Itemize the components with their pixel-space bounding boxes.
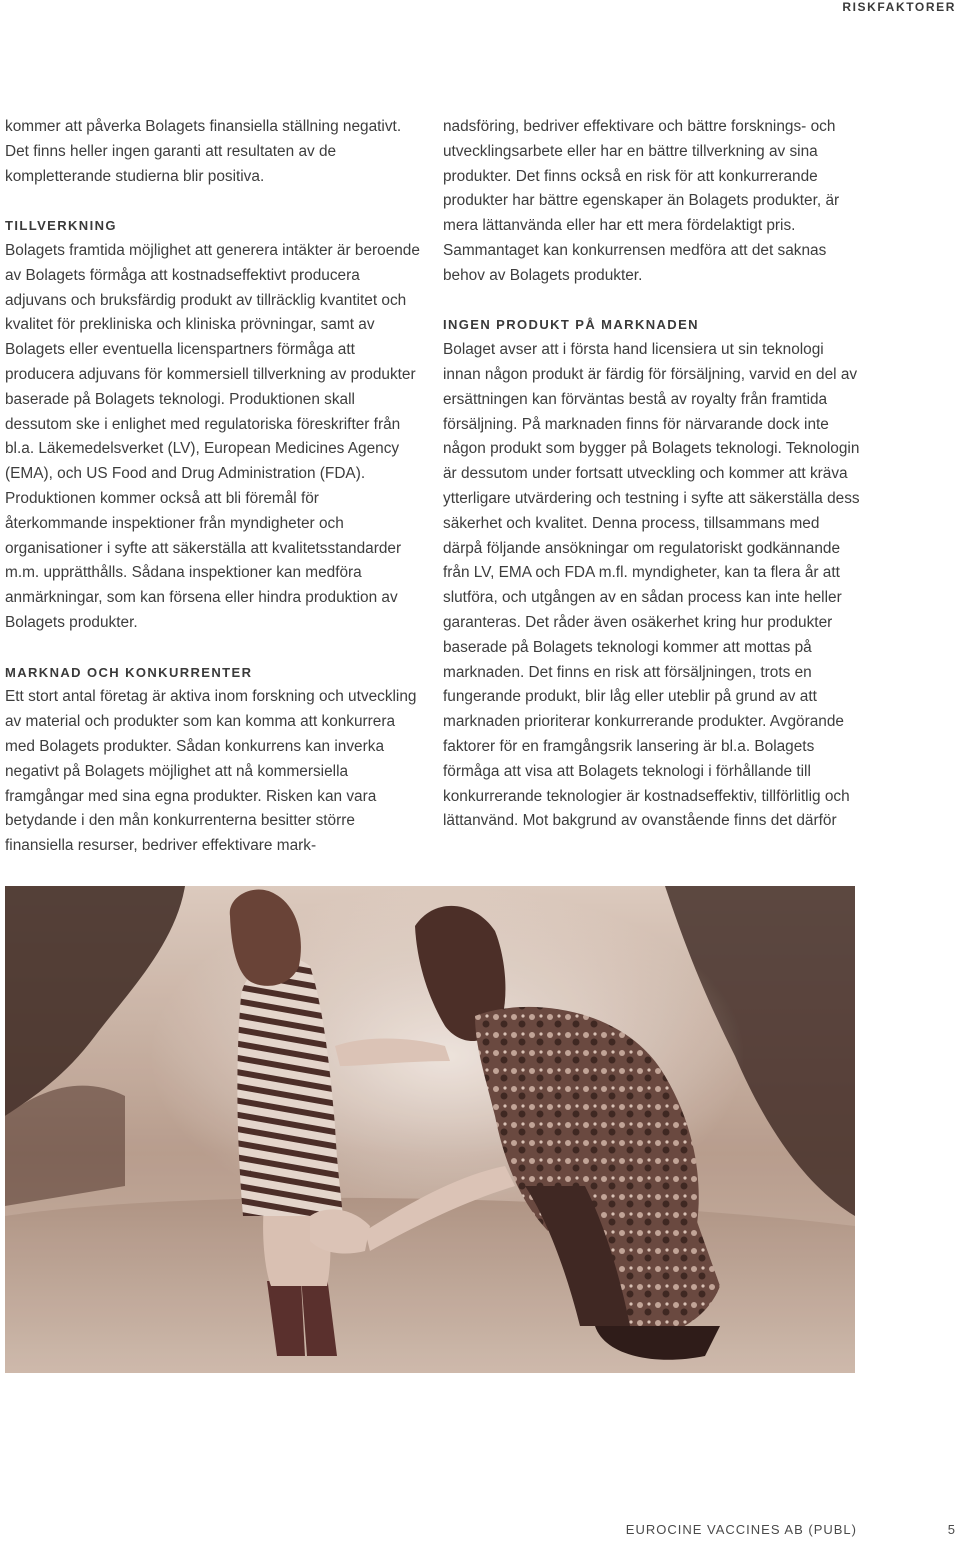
paragraph-ingen-produkt: Bolaget avser att i första hand licensiera ut sin teknologi innan någon produkt är färdig för försäljning, varvid en del av ersättningen kan förväntas bestå av royalty från framtida försäljning. På marknaden finns för närvarande dock inte någon produkt som bygger på Bolagets teknologi. Teknologin är dessutom under fortsatt utveckling och kommer att kräva ytterligare utvärdering och testning i syfte att säkerställa dess säkerhet och kvalitet. Denna process, tillsammans med därpå följande ansökningar om regulatoriskt godkännande från LV, EMA och FDA m.fl. myndigheter, kan ta flera år att slutföra, och utgången av en sådan process kan inte heller garanteras. Det råder även osäkerhet kring hur produkter baserade på Bolagets teknologi kommer att mottas på marknaden. Det finns en risk att försäljningen, trots en fungerande produkt, blir låg eller uteblir på grund av att marknaden prioriterar konkurrerande produkter. Avgörande faktorer för en framgångsrik lansering är bl.a. Bolagets förmåga att visa att Bolagets teknologi i förhållande till konkurrerande teknologier är kostnadseffektiv, tillförlitlig och lättanvänd. Mot bakgrund av ovanstående finns det därför bbox=[443, 341, 860, 830]
intro-paragraph: kommer att påverka Bolagets finansiella ställning negativt. Det finns heller ingen garanti att resultaten av de kompletterande studierna blir positiva. bbox=[5, 118, 402, 185]
heading-tillverkning: TILLVERKNING bbox=[5, 218, 117, 234]
right-column bbox=[443, 115, 861, 834]
heading-ingen-produkt: INGEN PRODUKT PÅ MARKNADEN bbox=[443, 317, 699, 333]
heading-marknad: MARKNAD OCH KONKURRENTER bbox=[5, 664, 253, 680]
footer-company: EUROCINE VACCINES AB (PUBL) bbox=[625, 1522, 857, 1537]
photo-illustration bbox=[5, 886, 855, 1373]
running-head: RISKFAKTORER bbox=[842, 0, 956, 14]
page-number: 5 bbox=[947, 1522, 956, 1537]
paragraph-tillverkning: Bolagets framtida möjlighet att generera intäkter är beroende av Bolagets förmåga att kostnadseffektivt producera adjuvans och bruksfärdig produkt av tillräcklig kvantitet och kvalitet för prekliniska och kliniska prövningar, samt av Bolagets eller eventuella licenspartners förmåga att producera adjuvans för kommersiell tillverkning av produkter baserade på Bolagets teknologi. Produktionen skall dessutom ske i enlighet med regulatoriska föreskrifter från bl.a. Läkemedelsverket (LV), European Medicines Agency (EMA), och US Food and Drug Administration (FDA). Produktionen kommer också att bli föremål för återkommande inspektioner från myndigheter och organisationer i syfte att säkerställa att kvalitetsstandarder m.m. upprätthålls. Sådana inspektioner kan medföra anmärkningar, som kan försena eller hindra produktion av Bolagets produkter. bbox=[5, 241, 420, 631]
mother-child-photo bbox=[5, 886, 855, 1373]
paragraph-continuation: nadsföring, bedriver effektivare och bättre forsknings- och utvecklingsarbete eller har en bättre tillverkning av sina produkter. Det finns också en risk för att konkurrerande produkter har bättre egenskaper än Bolagets produkter, är mera lättanvända eller har ett mera fördelaktigt pris. Sammantaget kan konkurrensen medföra att det saknas behov av Bolagets produkter. bbox=[443, 118, 840, 284]
left-column bbox=[5, 115, 423, 859]
paragraph-marknad: Ett stort antal företag är aktiva inom forskning och utveckling av material och produkter som kan komma att konkurrera med Bolagets produkter. Sådan konkurrens kan inverka negativt på Bolagets möjlighet att nå kommersiella framgångar med sina egna produkter. Risken kan vara betydande i den mån konkurrenterna besitter större finansiella resurser, bedriver effektivare mark- bbox=[5, 688, 417, 855]
